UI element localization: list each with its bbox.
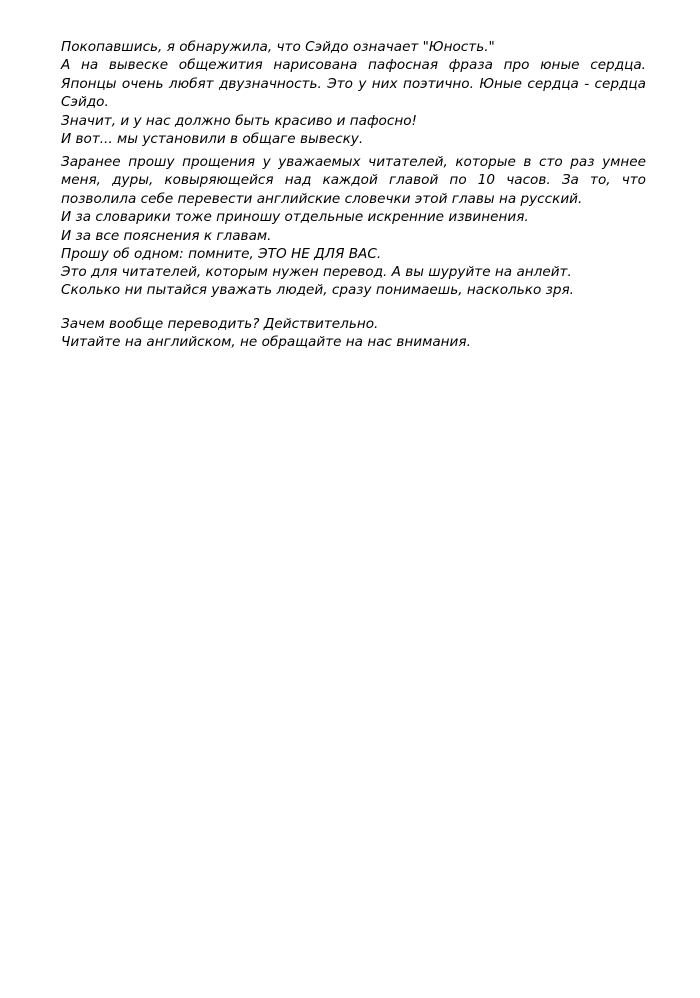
text-line: Читайте на английском, не обращайте на нас внимания. bbox=[61, 334, 471, 351]
text-line: Это для читателей, которым нужен перевод. А вы шуруйте на анлейт. bbox=[61, 264, 572, 281]
text-line: Прошу об одном: помните, ЭТО НЕ ДЛЯ ВАС. bbox=[61, 246, 382, 263]
text-line: Зачем вообще переводить? Действительно. bbox=[61, 316, 379, 332]
paragraph-respect bbox=[61, 281, 646, 299]
paragraph-seido-meaning bbox=[61, 38, 646, 148]
paragraph-why-translate bbox=[61, 315, 646, 352]
text-line: И за все пояснения к главам. bbox=[61, 227, 272, 244]
text-line: И за словарики тоже приношу отдельные искренние извинения. bbox=[61, 209, 529, 226]
paragraph-apology bbox=[61, 153, 646, 282]
text-line: И вот... мы установили в общаге вывеску. bbox=[61, 131, 364, 148]
text-line: Заранее прошу прощения у уважаемых читателей, которые в сто раз умнее меня, дуры, ковыряющейся над каждой главой по 10 часов. За то, что позволила себе перевести английские словечки этой главы на русский. bbox=[61, 154, 646, 207]
text-line: Сколько ни пытайся уважать людей, сразу понимаешь, насколько зря. bbox=[61, 282, 574, 298]
text-line: А на вывеске общежития нарисована пафосная фраза про юные сердца. Японцы очень любят двузначность. Это у них поэтично. Юные сердца - сердца Сэйдо. bbox=[61, 57, 646, 111]
text-line: Значит, и у нас должно быть красиво и пафосно! bbox=[61, 112, 418, 129]
text-line: Покопавшись, я обнаружила, что Сэйдо означает "Юность." bbox=[61, 39, 495, 55]
